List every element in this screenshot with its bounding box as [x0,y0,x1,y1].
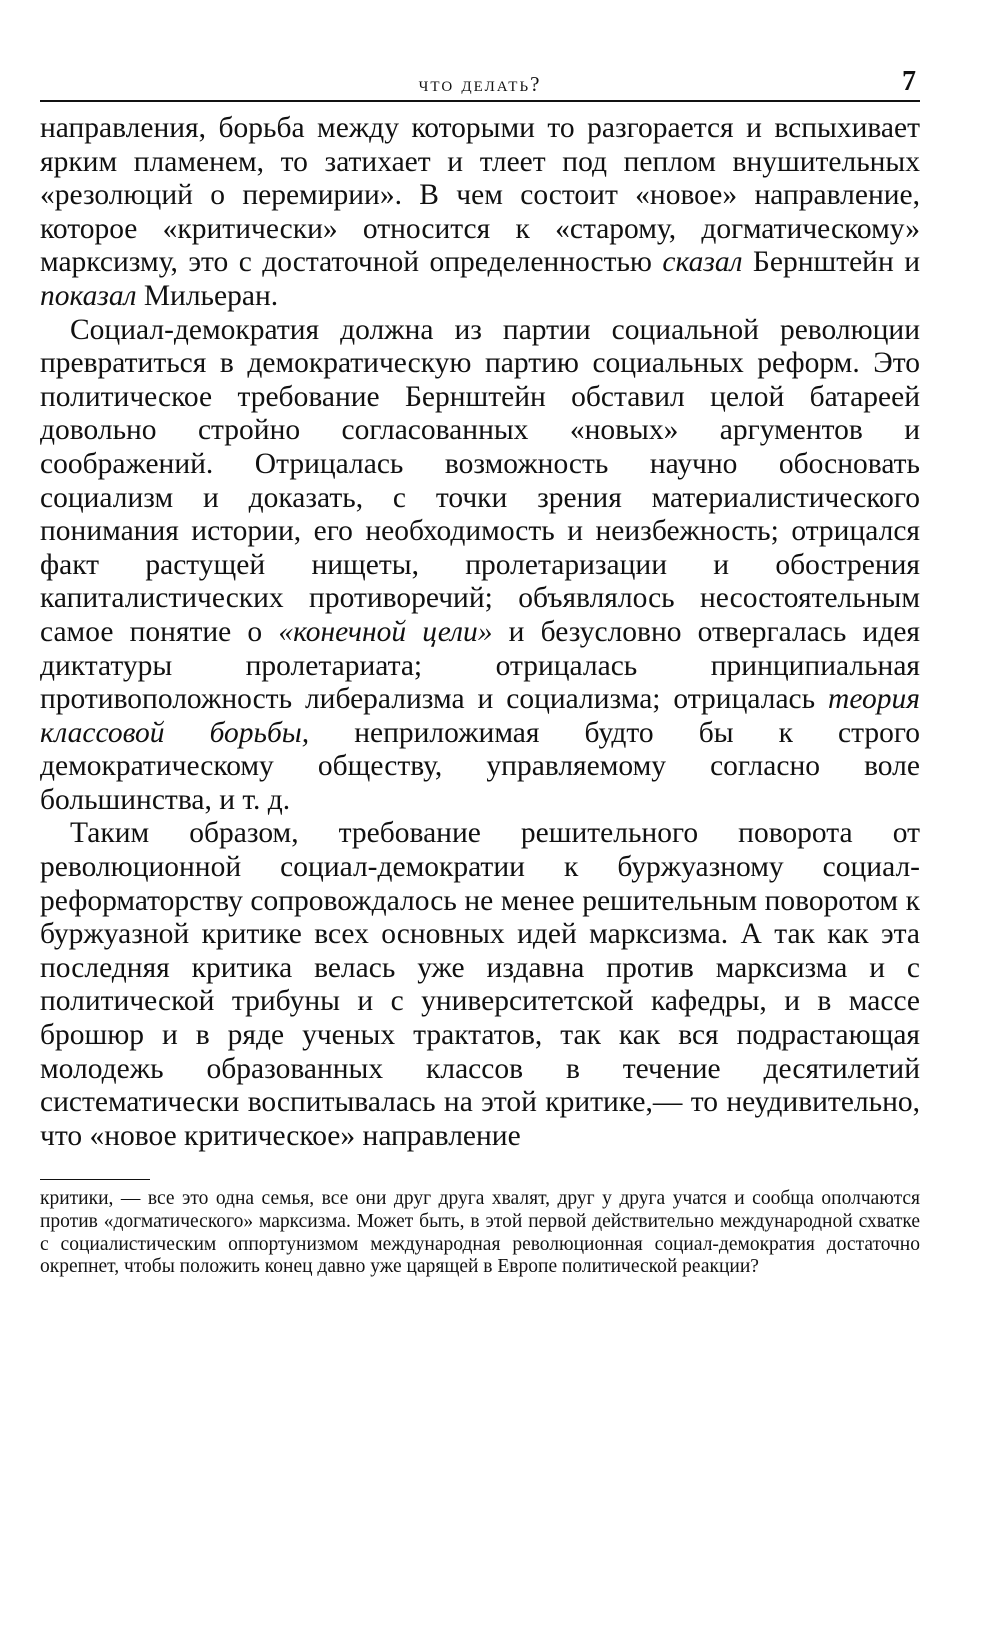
paragraph-3 [40,817,920,1153]
paragraph-2 [40,314,920,818]
text-run: Социал-демократия должна из партии социальной революции превратиться в демократическую партию социальных реформ. Это политическое требование Бернштейн обставил целой батареей довольно стройно согласованных «новых» аргументов и соображений. Отрицалась возможность научно обосновать социализм и доказать, с точки зрения материалистического понимания истории, его необходимость и неизбежность; отрицался факт растущей нищеты, пролетаризации и обострения капиталистических противоречий; объявлялось несостоятельным самое понятие о [40,313,920,648]
text-run: Мильеран. [136,279,279,312]
text-run: и безусловно отвергалась идея диктатуры пролетариата; отрицалась принципиальная противоположность либерализма и социализма; отрицалась [40,615,920,716]
footnote: критики, — все это одна семья, все они друг друга хвалят, друг у друга учатся и сообща ополчаются против «догматического» марксизма. Может быть, в этой первой действительно международной схватке с социалистическим оппортунизмом международная революционная социал-демократия достаточно окрепнет, чтобы положить конец давно уже царящей в Европе политической реакции? [40,1188,920,1278]
body-text [40,112,920,1153]
emphasis-text: показал [40,279,137,312]
running-head [40,64,920,102]
emphasis-text: «конечной цели» [278,615,493,648]
emphasis-text: теория классовой борьбы, [40,683,920,749]
text-run: направления, борьба между которыми то разгорается и вспыхивает ярким пламенем, то затихает и тлеет под пеплом внушительных «резолюций о перемирии». В чем состоит «новое» направление, которое «критически» относится к «старому, догматическому» марксизму, это с достаточной определенностью [40,112,920,279]
paragraph-1 [40,112,920,314]
footnote-rule [40,1179,150,1180]
emphasis-text: сказал [662,246,743,279]
running-title: что делать? [418,72,542,96]
text-run: Бернштейн и [742,246,920,279]
page-number: 7 [902,66,916,97]
book-page [40,64,920,1279]
text-run: Таким образом, требование решительного поворота от революционной социал-демократии к буржуазному социал-реформаторству сопровождалось не менее решительным поворотом к буржуазной критике всех основных идей марксизма. А так как эта последняя критика велась уже издавна против марксизма и с политической трибуны и с университетской кафедры, и в массе брошюр и в ряде ученых трактатов, так как вся подрастающая молодежь образованных классов в течение десятилетий систематически воспитывалась на этой критике,— то неудивительно, что «новое критическое» направление [40,817,920,1152]
text-run: неприложимая будто бы к строго демократическому обществу, управляемому согласно воле большинства, и т. д. [40,716,920,816]
